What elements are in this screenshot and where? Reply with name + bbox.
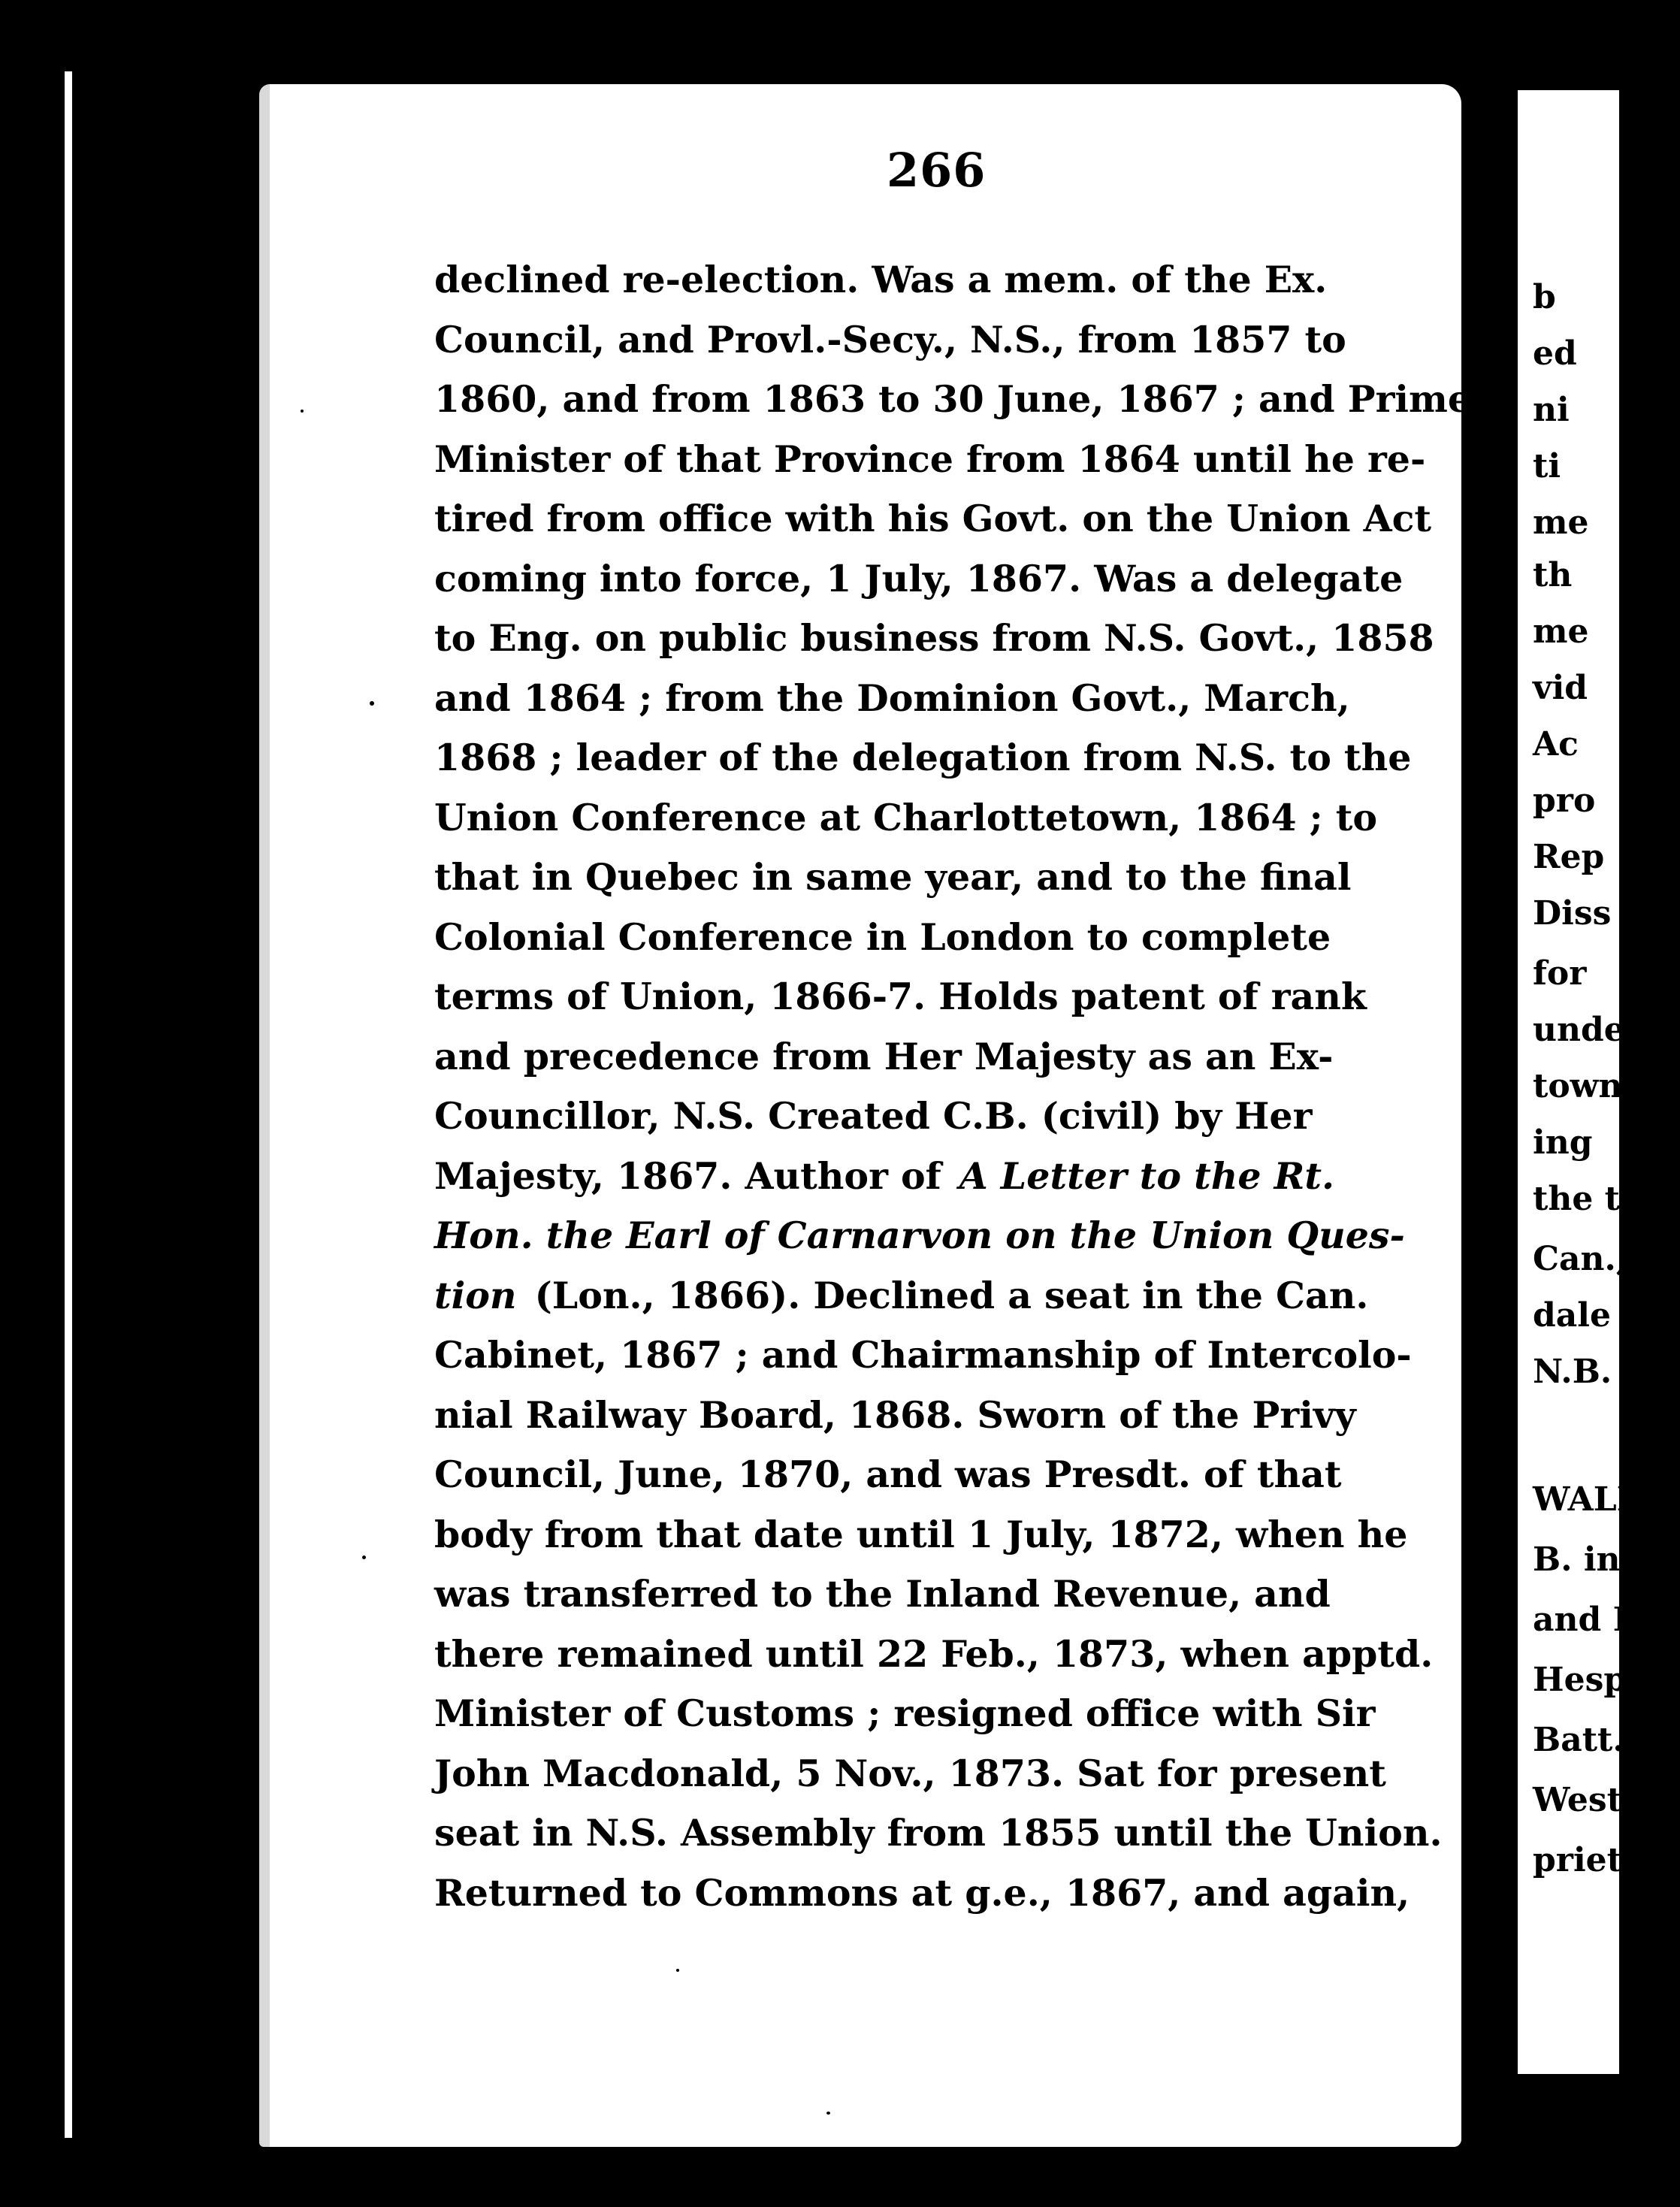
- text-line-25-content: Minister of Customs ; resigned office with Sir: [434, 1692, 1376, 1735]
- text-line-11-content: that in Quebec in same year, and to the final: [434, 855, 1352, 899]
- text-line-14: [434, 1027, 1437, 1087]
- adjacent-page-fragment: Wester: [1533, 1781, 1661, 1819]
- text-line-16-content: Majesty, 1867. Author of: [434, 1153, 941, 1198]
- scan-speck: [362, 1555, 366, 1559]
- text-line-15: [434, 1087, 1437, 1147]
- adjacent-page-fragment: Diss: [1533, 894, 1612, 933]
- scan-speck: [370, 701, 374, 706]
- adjacent-page-fragment: b: [1533, 278, 1556, 316]
- scan-speck: [676, 1969, 679, 1972]
- adjacent-page-text: [1533, 278, 1680, 1969]
- text-line-21: [434, 1445, 1437, 1505]
- text-line-26-content: John Macdonald, 5 Nov., 1873. Sat for present: [434, 1751, 1386, 1795]
- adjacent-page-fragment: me: [1533, 503, 1589, 542]
- text-line-25: [434, 1684, 1437, 1744]
- adjacent-page-fragment: Rep: [1533, 838, 1605, 876]
- adjacent-page-fragment: ni: [1533, 391, 1570, 429]
- adjacent-page-fragment: Hespel: [1533, 1661, 1660, 1699]
- text-line-18-content: (Lon., 1866). Declined a seat in the Can.: [534, 1273, 1369, 1317]
- adjacent-page-fragment: for: [1533, 954, 1587, 993]
- adjacent-page-fragment: ed: [1533, 334, 1577, 373]
- page-number: 266: [887, 143, 987, 198]
- text-line-13: [434, 967, 1437, 1027]
- text-line-10: [434, 788, 1437, 848]
- text-line-15-content: Councillor, N.S. Created C.B. (civil) by Her: [434, 1094, 1313, 1138]
- adjacent-page-fragment: the t: [1533, 1180, 1620, 1218]
- text-line-7: [434, 609, 1437, 669]
- text-line-12-content: Colonial Conference in London to complete: [434, 915, 1331, 959]
- text-line-20-content: nial Railway Board, 1868. Sworn of the Privy: [434, 1392, 1356, 1437]
- text-line-18: [434, 1266, 1437, 1326]
- text-line-8: [434, 669, 1437, 729]
- text-line-17: [434, 1206, 1437, 1266]
- text-line-20: [434, 1386, 1437, 1446]
- text-line-3-content: 1860, and from 1863 to 30 June, 1867 ; and Prime: [434, 377, 1472, 421]
- adjacent-page-fragment: and E: [1533, 1601, 1639, 1639]
- adjacent-page-fragment: dale ;: [1533, 1296, 1635, 1335]
- adjacent-page-fragment: vid: [1533, 669, 1588, 707]
- text-line-27: [434, 1803, 1443, 1864]
- text-line-11: [434, 848, 1437, 908]
- text-line-9-content: 1868 ; leader of the delegation from N.S. to the: [434, 736, 1412, 779]
- text-line-5: [434, 489, 1437, 549]
- adjacent-page-fragment: B. in: [1533, 1540, 1621, 1579]
- book-title-part-3: tion: [434, 1273, 517, 1317]
- text-line-26: [434, 1744, 1437, 1804]
- text-line-19: [434, 1326, 1437, 1386]
- text-line-12: [434, 908, 1437, 968]
- text-line-28-content: Returned to Commons at g.e., 1867, and again,: [434, 1870, 1410, 1915]
- adjacent-page-fragment: WALK: [1533, 1480, 1645, 1519]
- adjacent-page-fragment: pro: [1533, 782, 1596, 820]
- text-line-6: [434, 549, 1437, 609]
- left-page-edge: [65, 71, 72, 2138]
- adjacent-page-fragment: Can.,: [1533, 1240, 1628, 1278]
- adjacent-page-fragment: ti: [1533, 447, 1561, 485]
- text-line-23: [434, 1565, 1437, 1625]
- text-line-6-content: coming into force, 1 July, 1867. Was a delegate: [434, 556, 1404, 600]
- text-line-4: [434, 430, 1437, 490]
- adjacent-page-fragment: th: [1533, 556, 1573, 594]
- adjacent-page-fragment: Ac: [1533, 725, 1579, 763]
- text-line-22: [434, 1505, 1437, 1565]
- adjacent-page-fragment: unde: [1533, 1011, 1625, 1049]
- text-line-21-content: Council, June, 1870, and was Presdt. of that: [434, 1453, 1342, 1496]
- text-line-24: [434, 1625, 1437, 1685]
- text-line-22-content: body from that date until 1 July, 1872, when he: [434, 1512, 1408, 1556]
- text-line-7-content: to Eng. on public business from N.S. Govt., 1858: [434, 616, 1434, 660]
- book-title-part-1: A Letter to the Rt.: [959, 1153, 1335, 1198]
- text-line-4-content: Minister of that Province from 1864 until he re-: [434, 437, 1426, 481]
- text-line-10-content: Union Conference at Charlottetown, 1864 ; to: [434, 795, 1378, 839]
- text-line-19-content: Cabinet, 1867 ; and Chairmanship of Intercolo-: [434, 1333, 1412, 1377]
- text-line-24-content: there remained until 22 Feb., 1873, when apptd.: [434, 1631, 1434, 1676]
- text-line-2-content: Council, and Provl.-Secy., N.S., from 1857 to: [434, 317, 1346, 361]
- book-title-part-2: Hon. the Earl of Carnarvon on the Union Ques-: [434, 1214, 1405, 1257]
- text-line-28: [434, 1864, 1437, 1924]
- text-line-13-content: terms of Union, 1866-7. Holds patent of rank: [434, 975, 1367, 1018]
- text-line-16: [434, 1147, 1437, 1207]
- text-line-8-content: and 1864 ; from the Dominion Govt., March,: [434, 676, 1350, 720]
- adjacent-page-fragment: N.B.: [1533, 1353, 1612, 1391]
- text-line-3: [434, 370, 1472, 430]
- text-line-2: [434, 310, 1437, 370]
- page-body-text: [434, 250, 1472, 1923]
- text-line-27-content: seat in N.S. Assembly from 1855 until the Union.: [434, 1811, 1443, 1855]
- scan-speck: [301, 410, 304, 413]
- scan-speck: [826, 2112, 830, 2115]
- text-line-9: [434, 728, 1437, 788]
- adjacent-page-fragment: prietors: [1533, 1841, 1680, 1879]
- adjacent-page-fragment: ing: [1533, 1123, 1593, 1162]
- text-line-14-content: and precedence from Her Majesty as an Ex-: [434, 1034, 1334, 1078]
- text-line-5-content: tired from office with his Govt. on the Union Act: [434, 497, 1432, 540]
- text-line-23-content: was transferred to the Inland Revenue, and: [434, 1572, 1331, 1616]
- adjacent-page-fragment: Batt.,: [1533, 1721, 1636, 1759]
- adjacent-page-fragment: town: [1533, 1067, 1623, 1105]
- page-gutter-shadow: [259, 84, 270, 2147]
- adjacent-page-fragment: me: [1533, 612, 1589, 651]
- text-line-1-content: declined re-election. Was a mem. of the Ex.: [434, 258, 1328, 301]
- text-line-1: [434, 250, 1437, 310]
